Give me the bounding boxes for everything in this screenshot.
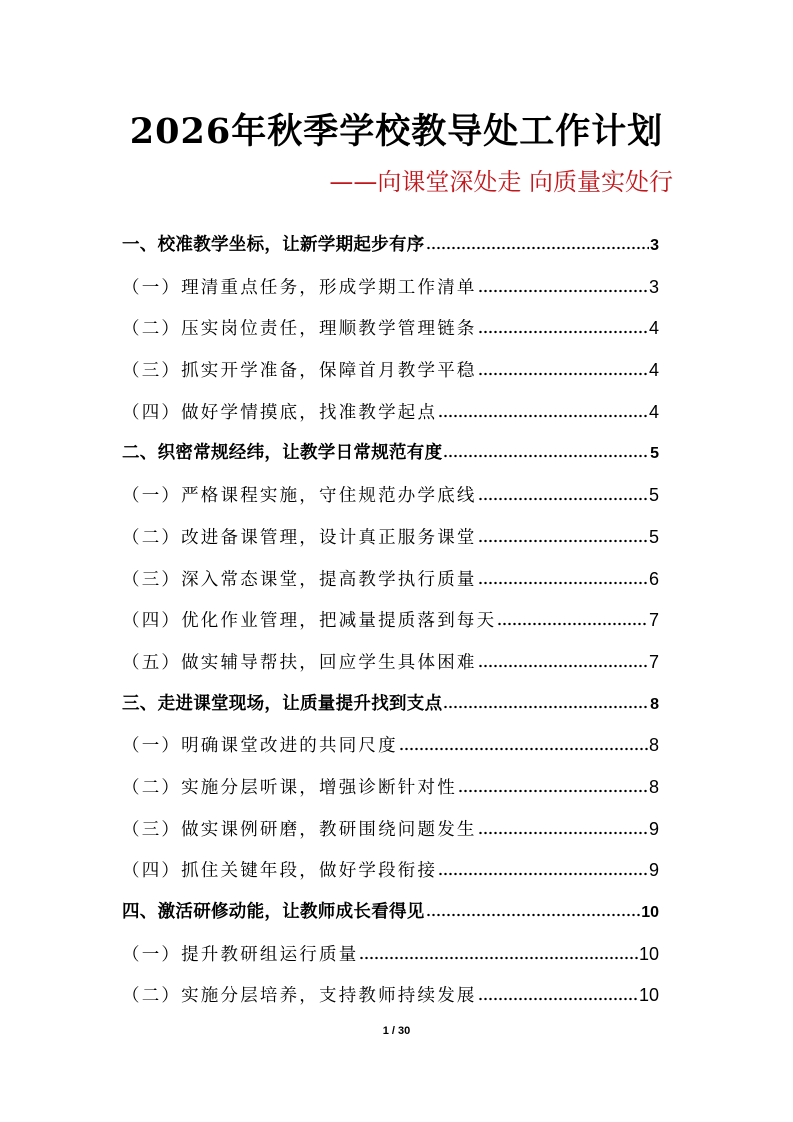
dot-leader: [458, 779, 648, 793]
dot-leader: [399, 737, 648, 751]
toc-entry-page-number: 3: [650, 237, 659, 254]
dot-leader: [359, 946, 638, 960]
toc-entry-page-number: 5: [648, 526, 659, 547]
document-title: 2026年秋季学校教导处工作计划: [129, 111, 664, 152]
table-of-contents: [122, 228, 659, 1020]
toc-entry-label: （三）深入常态课堂，提高教学执行质量: [122, 569, 477, 590]
toc-subsection-entry[interactable]: [122, 728, 659, 770]
document-subtitle: ——向课堂深处走 向质量实处行: [329, 168, 673, 196]
dot-leader: [478, 571, 648, 585]
toc-entry-page-number: 6: [648, 568, 659, 589]
toc-entry-page-number: 5: [648, 485, 659, 506]
page-number: 1 / 30: [382, 1025, 411, 1037]
toc-entry-label: （五）做实辅导帮扶，回应学生具体困难: [122, 652, 477, 673]
toc-entry-label: （一）严格课程实施，守住规范办学底线: [122, 486, 477, 507]
toc-subsection-entry[interactable]: [122, 478, 659, 520]
toc-entry-label: （四）优化作业管理，把减量提质落到每天: [122, 611, 497, 632]
dot-leader: [443, 695, 649, 709]
dot-leader: [478, 487, 648, 501]
toc-entry-page-number: 10: [638, 985, 659, 1006]
toc-subsection-entry[interactable]: [122, 311, 659, 353]
toc-entry-label: （二）实施分层培养，支持教师持续发展: [122, 986, 477, 1007]
dot-leader: [478, 320, 648, 334]
dot-leader: [443, 444, 649, 458]
toc-entry-label: （一）理清重点任务，形成学期工作清单: [122, 277, 477, 298]
toc-subsection-entry[interactable]: [122, 603, 659, 645]
toc-subsection-entry[interactable]: [122, 562, 659, 604]
toc-entry-page-number: 10: [638, 943, 659, 964]
toc-entry-label: （四）做好学情摸底，找准教学起点: [122, 402, 438, 423]
toc-subsection-entry[interactable]: [122, 270, 659, 312]
toc-entry-page-number: 8: [650, 695, 659, 713]
toc-subsection-entry[interactable]: [122, 645, 659, 687]
dot-leader: [478, 279, 648, 293]
dot-leader: [478, 821, 648, 835]
toc-entry-label: 一、校准教学坐标，让新学期起步有序: [122, 235, 425, 255]
toc-entry-page-number: 5: [650, 445, 659, 463]
toc-entry-label: （三）抓实开学准备，保障首月教学平稳: [122, 361, 477, 382]
dot-leader: [497, 612, 648, 626]
toc-entry-label: （二）压实岗位责任，理顺教学管理链条: [122, 319, 477, 340]
toc-section-entry[interactable]: [122, 436, 659, 478]
toc-subsection-entry[interactable]: [122, 812, 659, 854]
dot-leader: [438, 404, 648, 418]
toc-entry-label: 四、激活研修动能，让教师成长看得见: [122, 902, 425, 922]
dot-leader: [438, 862, 648, 876]
toc-entry-page-number: 7: [648, 610, 659, 631]
toc-entry-label: （二）改进备课管理，设计真正服务课堂: [122, 527, 477, 548]
dot-leader: [478, 987, 638, 1001]
toc-subsection-entry[interactable]: [122, 937, 659, 979]
toc-entry-page-number: 9: [648, 860, 659, 881]
toc-entry-label: （一）提升教研组运行质量: [122, 944, 359, 965]
toc-section-entry[interactable]: [122, 228, 659, 270]
toc-entry-page-number: 4: [648, 401, 659, 422]
dot-leader: [426, 236, 649, 250]
toc-entry-label: 二、织密常规经纬，让教学日常规范有度: [122, 443, 443, 464]
toc-subsection-entry[interactable]: [122, 853, 659, 895]
dot-leader: [426, 903, 641, 917]
toc-subsection-entry[interactable]: [122, 770, 659, 812]
toc-entry-page-number: 3: [648, 276, 659, 297]
toc-section-entry[interactable]: [122, 895, 659, 937]
toc-entry-page-number: 4: [648, 360, 659, 381]
dot-leader: [478, 362, 648, 376]
toc-entry-page-number: 9: [648, 818, 659, 839]
toc-entry-page-number: 8: [648, 735, 659, 756]
toc-entry-label: （三）做实课例研磨，教研围绕问题发生: [122, 819, 477, 840]
toc-entry-label: （一）明确课堂改进的共同尺度: [122, 736, 398, 757]
dot-leader: [478, 529, 648, 543]
toc-entry-page-number: 4: [648, 318, 659, 339]
toc-subsection-entry[interactable]: [122, 353, 659, 395]
toc-subsection-entry[interactable]: [122, 978, 659, 1020]
toc-entry-page-number: 7: [648, 651, 659, 672]
toc-subsection-entry[interactable]: [122, 395, 659, 437]
toc-subsection-entry[interactable]: [122, 520, 659, 562]
toc-entry-label: 三、走进课堂现场，让质量提升找到支点: [122, 693, 443, 714]
toc-entry-label: （二）实施分层听课，增强诊断针对性: [122, 777, 457, 798]
toc-entry-page-number: 10: [641, 904, 659, 921]
toc-entry-page-number: 8: [648, 776, 659, 797]
toc-entry-label: （四）抓住关键年段，做好学段衔接: [122, 861, 438, 882]
dot-leader: [478, 654, 648, 668]
toc-section-entry[interactable]: [122, 687, 659, 729]
